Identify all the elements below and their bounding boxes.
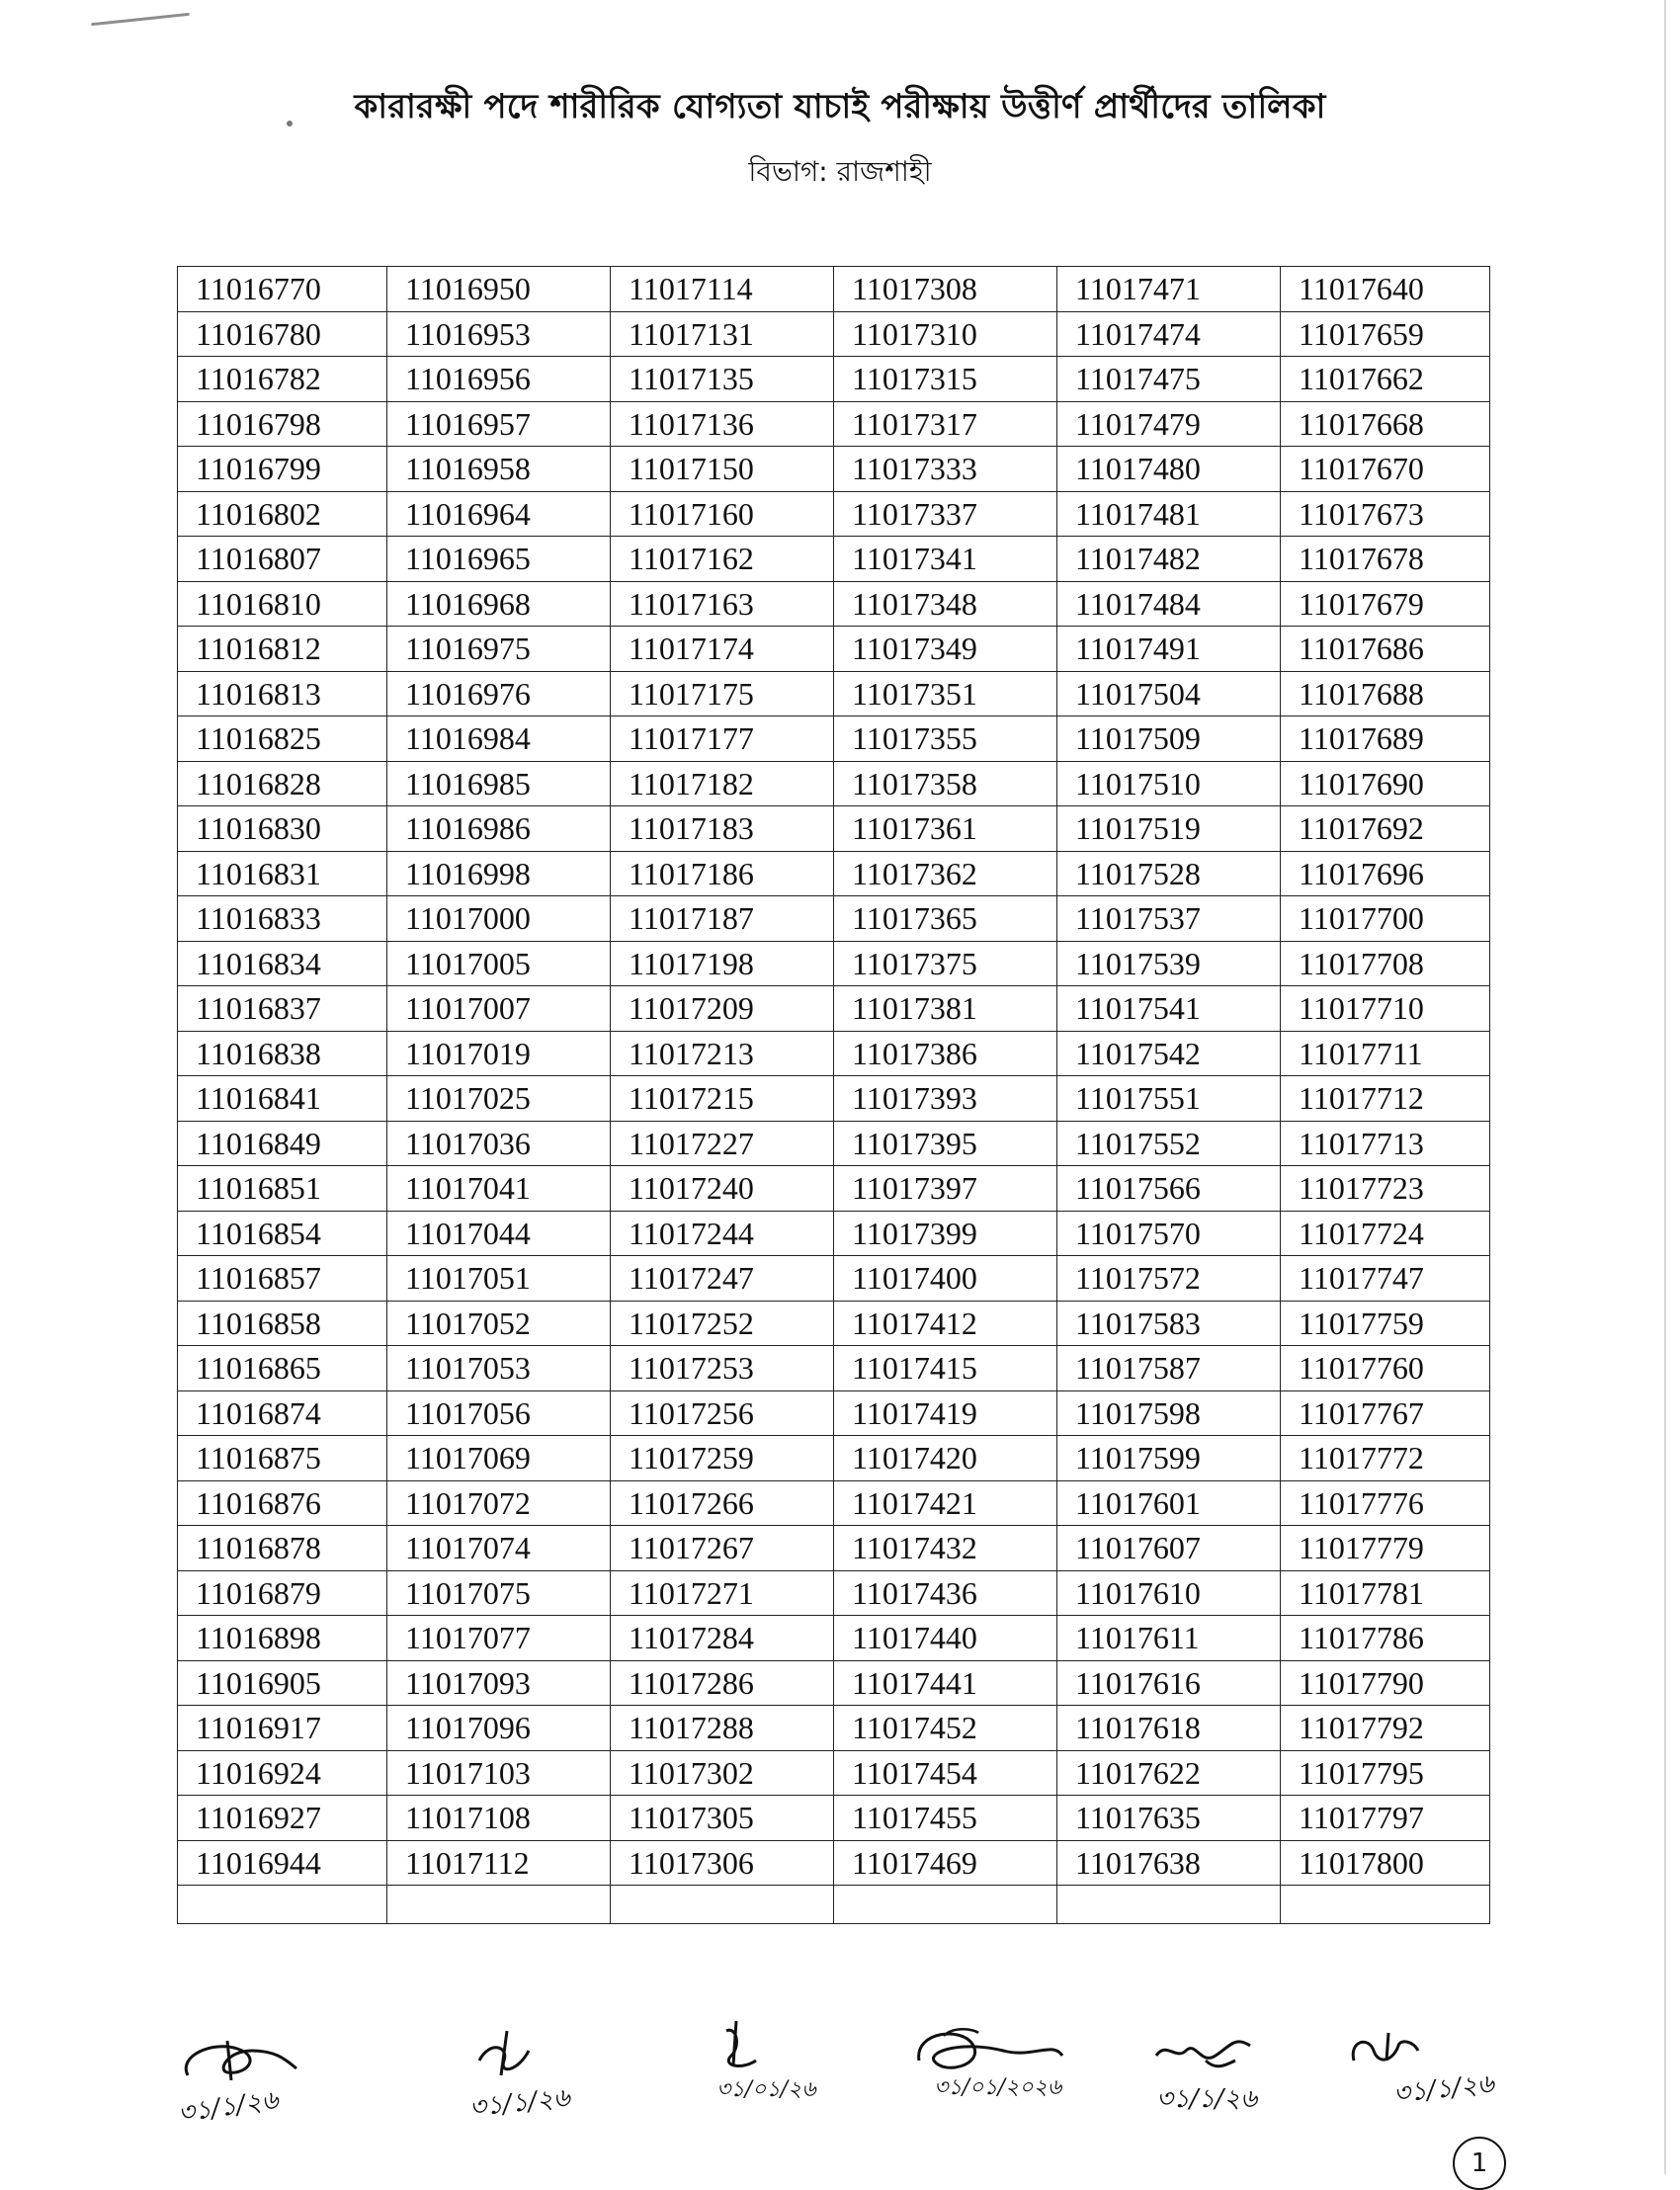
roll-number-cell: 11016798 <box>178 401 387 447</box>
roll-number-cell: 11016875 <box>178 1436 387 1481</box>
roll-number-cell: 11017355 <box>834 716 1057 762</box>
table-row <box>178 537 1490 582</box>
roll-number-cell: 11017103 <box>387 1750 611 1796</box>
roll-number-cell: 11017175 <box>611 671 834 716</box>
roll-number-cell: 11017005 <box>387 941 611 986</box>
roll-number-cell: 11017358 <box>834 761 1057 806</box>
roll-number-cell: 11017724 <box>1281 1211 1490 1256</box>
roll-number-cell: 11017452 <box>834 1706 1057 1751</box>
table-row <box>178 1706 1490 1751</box>
table-row <box>178 1796 1490 1841</box>
roll-number-cell: 11017759 <box>1281 1301 1490 1346</box>
results-table <box>177 266 1490 1924</box>
roll-number-cell: 11017551 <box>1057 1076 1281 1122</box>
roll-number-cell: 11017566 <box>1057 1166 1281 1212</box>
table-row <box>178 1526 1490 1571</box>
roll-number-cell: 11016898 <box>178 1616 387 1661</box>
roll-number-cell: 11016874 <box>178 1390 387 1436</box>
roll-number-cell: 11017186 <box>611 851 834 896</box>
roll-number-cell: 11017397 <box>834 1166 1057 1212</box>
roll-number-cell: 11017607 <box>1057 1526 1281 1571</box>
table-row <box>178 1166 1490 1212</box>
roll-number-cell: 11016810 <box>178 581 387 627</box>
table-row <box>178 716 1490 762</box>
roll-number-cell <box>611 1886 834 1924</box>
table-row <box>178 1480 1490 1526</box>
roll-number-cell: 11017776 <box>1281 1480 1490 1526</box>
roll-number-cell: 11017519 <box>1057 806 1281 852</box>
roll-number-cell: 11017056 <box>387 1390 611 1436</box>
roll-number-cell: 11016965 <box>387 537 611 582</box>
roll-number-cell: 11017792 <box>1281 1706 1490 1751</box>
roll-number-cell: 11017286 <box>611 1660 834 1706</box>
roll-number-cell: 11017349 <box>834 627 1057 672</box>
roll-number-cell: 11017317 <box>834 401 1057 447</box>
table-row <box>178 1256 1490 1302</box>
roll-number-cell: 11017375 <box>834 941 1057 986</box>
roll-number-cell: 11017362 <box>834 851 1057 896</box>
roll-number-cell: 11017305 <box>611 1796 834 1841</box>
signature-4-date: ৩১/০১/২০২৬ <box>934 2075 1062 2100</box>
roll-number-cell: 11017271 <box>611 1570 834 1616</box>
roll-number-cell: 11016968 <box>387 581 611 627</box>
roll-number-cell: 11017679 <box>1281 581 1490 627</box>
roll-number-cell: 11017688 <box>1281 671 1490 716</box>
roll-number-cell: 11017075 <box>387 1570 611 1616</box>
roll-number-cell: 11016985 <box>387 761 611 806</box>
signature-2 <box>450 2021 647 2134</box>
signature-1-date: ৩১/১/২৬ <box>176 2085 281 2129</box>
roll-number-cell: 11017474 <box>1057 311 1281 357</box>
roll-number-cell: 11017541 <box>1057 986 1281 1032</box>
roll-number-cell: 11017051 <box>387 1256 611 1302</box>
roll-number-cell: 11017267 <box>611 1526 834 1571</box>
roll-number-cell: 11016976 <box>387 671 611 716</box>
roll-number-cell: 11016825 <box>178 716 387 762</box>
signature-6-date: ৩১/১/২৬ <box>1391 2068 1496 2110</box>
roll-number-cell: 11016831 <box>178 851 387 896</box>
roll-number-cell: 11017539 <box>1057 941 1281 986</box>
roll-number-cell: 11016802 <box>178 491 387 537</box>
roll-number-cell: 11017053 <box>387 1346 611 1391</box>
roll-number-cell: 11017800 <box>1281 1840 1490 1886</box>
signature-5 <box>1146 2021 1344 2134</box>
table-row <box>178 1886 1490 1924</box>
roll-number-cell: 11017471 <box>1057 267 1281 312</box>
roll-number-cell: 11017708 <box>1281 941 1490 986</box>
roll-number-cell: 11017419 <box>834 1390 1057 1436</box>
roll-number-cell: 11017454 <box>834 1750 1057 1796</box>
roll-number-cell: 11016924 <box>178 1750 387 1796</box>
roll-number-cell: 11016975 <box>387 627 611 672</box>
roll-number-cell: 11017150 <box>611 447 834 492</box>
roll-number-cell: 11017587 <box>1057 1346 1281 1391</box>
roll-number-cell: 11017616 <box>1057 1660 1281 1706</box>
signature-5-date: ৩১/১/২৬ <box>1156 2084 1257 2114</box>
roll-number-cell: 11017412 <box>834 1301 1057 1346</box>
roll-number-cell: 11017790 <box>1281 1660 1490 1706</box>
roll-number-cell: 11017786 <box>1281 1616 1490 1661</box>
roll-number-cell: 11017247 <box>611 1256 834 1302</box>
roll-number-cell: 11017482 <box>1057 537 1281 582</box>
roll-number-cell: 11017760 <box>1281 1346 1490 1391</box>
roll-number-cell: 11017781 <box>1281 1570 1490 1616</box>
roll-number-cell: 11016878 <box>178 1526 387 1571</box>
roll-number-cell: 11017504 <box>1057 671 1281 716</box>
table-row <box>178 1616 1490 1661</box>
table-row <box>178 581 1490 627</box>
roll-number-cell: 11017440 <box>834 1616 1057 1661</box>
roll-number-cell: 11017400 <box>834 1256 1057 1302</box>
roll-number-cell: 11017007 <box>387 986 611 1032</box>
roll-number-cell: 11017393 <box>834 1076 1057 1122</box>
roll-number-cell: 11017288 <box>611 1706 834 1751</box>
signature-3 <box>712 2021 909 2134</box>
roll-number-cell: 11016780 <box>178 311 387 357</box>
roll-number-cell: 11017700 <box>1281 896 1490 942</box>
signature-6 <box>1339 2021 1537 2134</box>
roll-number-cell: 11017686 <box>1281 627 1490 672</box>
roll-number-cell: 11017552 <box>1057 1121 1281 1166</box>
roll-number-cell: 11016953 <box>387 311 611 357</box>
roll-number-cell: 11017611 <box>1057 1616 1281 1661</box>
roll-number-cell: 11016944 <box>178 1840 387 1886</box>
roll-number-cell: 11016812 <box>178 627 387 672</box>
roll-number-cell: 11017690 <box>1281 761 1490 806</box>
roll-number-cell: 11017779 <box>1281 1526 1490 1571</box>
roll-number-cell: 11017415 <box>834 1346 1057 1391</box>
roll-number-cell: 11016957 <box>387 401 611 447</box>
roll-number-cell: 11017072 <box>387 1480 611 1526</box>
roll-number-cell: 11016858 <box>178 1301 387 1346</box>
roll-number-cell: 11017227 <box>611 1121 834 1166</box>
table-row <box>178 491 1490 537</box>
table-row <box>178 267 1490 312</box>
roll-number-cell: 11017252 <box>611 1301 834 1346</box>
roll-number-cell: 11017052 <box>387 1301 611 1346</box>
roll-number-cell: 11017381 <box>834 986 1057 1032</box>
table-row <box>178 1076 1490 1122</box>
roll-number-cell: 11016854 <box>178 1211 387 1256</box>
roll-number-cell: 11017000 <box>387 896 611 942</box>
roll-number-cell: 11017182 <box>611 761 834 806</box>
roll-number-cell: 11016828 <box>178 761 387 806</box>
roll-number-cell: 11017481 <box>1057 491 1281 537</box>
roll-number-cell: 11017244 <box>611 1211 834 1256</box>
roll-number-cell: 11016838 <box>178 1031 387 1076</box>
division-label: বিভাগ: রাজশাহী <box>748 155 932 188</box>
roll-number-cell <box>1281 1886 1490 1924</box>
roll-number-cell: 11017333 <box>834 447 1057 492</box>
roll-number-cell: 11017163 <box>611 581 834 627</box>
roll-number-cell: 11016956 <box>387 357 611 402</box>
table-row <box>178 401 1490 447</box>
roll-number-cell: 11017253 <box>611 1346 834 1391</box>
roll-number-cell: 11017622 <box>1057 1750 1281 1796</box>
roll-number-cell: 11017475 <box>1057 357 1281 402</box>
scan-edge <box>1664 0 1666 2174</box>
roll-number-cell: 11017537 <box>1057 896 1281 942</box>
roll-number-cell: 11016837 <box>178 986 387 1032</box>
roll-number-cell: 11016879 <box>178 1570 387 1616</box>
table-row <box>178 627 1490 672</box>
roll-number-cell: 11017618 <box>1057 1706 1281 1751</box>
roll-number-cell: 11016807 <box>178 537 387 582</box>
roll-number-cell: 11017315 <box>834 357 1057 402</box>
table-row <box>178 447 1490 492</box>
roll-number-cell: 11017036 <box>387 1121 611 1166</box>
roll-number-cell: 11017348 <box>834 581 1057 627</box>
roll-number-cell: 11017421 <box>834 1480 1057 1526</box>
roll-number-cell: 11017187 <box>611 896 834 942</box>
table-row <box>178 1436 1490 1481</box>
roll-number-cell: 11016905 <box>178 1660 387 1706</box>
results-table-body <box>178 267 1490 1924</box>
roll-number-cell: 11016799 <box>178 447 387 492</box>
roll-number-cell: 11017480 <box>1057 447 1281 492</box>
roll-number-cell: 11017712 <box>1281 1076 1490 1122</box>
table-row <box>178 896 1490 942</box>
roll-number-cell: 11017659 <box>1281 311 1490 357</box>
roll-number-cell: 11016849 <box>178 1121 387 1166</box>
roll-number-cell: 11016998 <box>387 851 611 896</box>
roll-number-cell: 11017019 <box>387 1031 611 1076</box>
table-row <box>178 1390 1490 1436</box>
table-row <box>178 1346 1490 1391</box>
roll-number-cell: 11017583 <box>1057 1301 1281 1346</box>
roll-number-cell: 11017183 <box>611 806 834 852</box>
roll-number-cell: 11016857 <box>178 1256 387 1302</box>
roll-number-cell: 11017215 <box>611 1076 834 1122</box>
roll-number-cell: 11017696 <box>1281 851 1490 896</box>
roll-number-cell: 11017572 <box>1057 1256 1281 1302</box>
roll-number-cell: 11017361 <box>834 806 1057 852</box>
roll-number-cell: 11017266 <box>611 1480 834 1526</box>
roll-number-cell: 11016851 <box>178 1166 387 1212</box>
roll-number-cell: 11016984 <box>387 716 611 762</box>
signature-2-date: ৩১/১/২৬ <box>467 2082 572 2124</box>
roll-number-cell: 11016770 <box>178 267 387 312</box>
roll-number-cell: 11017077 <box>387 1616 611 1661</box>
roll-number-cell: 11017432 <box>834 1526 1057 1571</box>
roll-number-cell: 11017484 <box>1057 581 1281 627</box>
roll-number-cell: 11017469 <box>834 1840 1057 1886</box>
roll-number-cell: 11017093 <box>387 1660 611 1706</box>
roll-number-cell: 11017395 <box>834 1121 1057 1166</box>
roll-number-cell: 11017689 <box>1281 716 1490 762</box>
roll-number-cell <box>387 1886 611 1924</box>
table-row <box>178 1211 1490 1256</box>
roll-number-cell: 11017131 <box>611 311 834 357</box>
roll-number-cell: 11017108 <box>387 1796 611 1841</box>
roll-number-cell <box>1057 1886 1281 1924</box>
roll-number-cell: 11017747 <box>1281 1256 1490 1302</box>
roll-number-cell: 11017772 <box>1281 1436 1490 1481</box>
table-row <box>178 671 1490 716</box>
table-row <box>178 1750 1490 1796</box>
roll-number-cell: 11017074 <box>387 1526 611 1571</box>
roll-number-cell: 11017668 <box>1281 401 1490 447</box>
roll-number-cell: 11017673 <box>1281 491 1490 537</box>
roll-number-cell: 11017069 <box>387 1436 611 1481</box>
roll-number-cell: 11017797 <box>1281 1796 1490 1841</box>
roll-number-cell: 11017678 <box>1281 537 1490 582</box>
roll-number-cell: 11017399 <box>834 1211 1057 1256</box>
roll-number-cell <box>834 1886 1057 1924</box>
roll-number-cell: 11017136 <box>611 401 834 447</box>
table-row <box>178 806 1490 852</box>
table-row <box>178 1121 1490 1166</box>
roll-number-cell: 11017692 <box>1281 806 1490 852</box>
roll-number-cell: 11017198 <box>611 941 834 986</box>
signature-3-date: ৩১/০১/২৬ <box>716 2077 816 2102</box>
roll-number-cell: 11016927 <box>178 1796 387 1841</box>
roll-number-cell: 11017455 <box>834 1796 1057 1841</box>
roll-number-cell: 11016830 <box>178 806 387 852</box>
table-row <box>178 1031 1490 1076</box>
roll-number-cell: 11016958 <box>387 447 611 492</box>
table-row <box>178 1570 1490 1616</box>
roll-number-cell: 11017542 <box>1057 1031 1281 1076</box>
signature-4 <box>904 2021 1122 2134</box>
roll-number-cell: 11017135 <box>611 357 834 402</box>
roll-number-cell: 11017509 <box>1057 716 1281 762</box>
roll-number-cell: 11017510 <box>1057 761 1281 806</box>
roll-number-cell: 11017337 <box>834 491 1057 537</box>
roll-number-cell: 11017259 <box>611 1436 834 1481</box>
page-title: কারারক্ষী পদে শারীরিক যোগ্যতা যাচাই পরীক্ষায় উত্তীর্ণ প্রার্থীদের তালিকা <box>354 87 1326 126</box>
roll-number-cell: 11017351 <box>834 671 1057 716</box>
roll-number-cell: 11017598 <box>1057 1390 1281 1436</box>
roll-number-cell: 11017341 <box>834 537 1057 582</box>
roll-number-cell: 11017441 <box>834 1660 1057 1706</box>
roll-number-cell: 11017436 <box>834 1570 1057 1616</box>
roll-number-cell: 11017308 <box>834 267 1057 312</box>
roll-number-cell: 11017096 <box>387 1706 611 1751</box>
roll-number-cell: 11016917 <box>178 1706 387 1751</box>
roll-number-cell: 11017767 <box>1281 1390 1490 1436</box>
roll-number-cell: 11017306 <box>611 1840 834 1886</box>
roll-number-cell: 11017177 <box>611 716 834 762</box>
roll-number-cell: 11017601 <box>1057 1480 1281 1526</box>
roll-number-cell: 11017256 <box>611 1390 834 1436</box>
roll-number-cell: 11017610 <box>1057 1570 1281 1616</box>
roll-number-cell: 11017570 <box>1057 1211 1281 1256</box>
roll-number-cell: 11017213 <box>611 1031 834 1076</box>
table-row <box>178 1660 1490 1706</box>
roll-number-cell: 11017723 <box>1281 1166 1490 1212</box>
roll-number-cell: 11016834 <box>178 941 387 986</box>
roll-number-cell: 11016833 <box>178 896 387 942</box>
roll-number-cell: 11017711 <box>1281 1031 1490 1076</box>
roll-number-cell: 11017044 <box>387 1211 611 1256</box>
roll-number-cell: 11017112 <box>387 1840 611 1886</box>
roll-number-cell: 11016782 <box>178 357 387 402</box>
table-row <box>178 1840 1490 1886</box>
roll-number-cell: 11017025 <box>387 1076 611 1122</box>
roll-number-cell <box>178 1886 387 1924</box>
roll-number-cell: 11017284 <box>611 1616 834 1661</box>
roll-number-cell: 11017240 <box>611 1166 834 1212</box>
table-row <box>178 761 1490 806</box>
roll-number-cell: 11017114 <box>611 267 834 312</box>
roll-number-cell: 11016865 <box>178 1346 387 1391</box>
roll-number-cell: 11017662 <box>1281 357 1490 402</box>
page-number: 1 <box>1453 2137 1506 2190</box>
roll-number-cell: 11017640 <box>1281 267 1490 312</box>
roll-number-cell: 11016950 <box>387 267 611 312</box>
table-row <box>178 986 1490 1032</box>
roll-number-cell: 11017638 <box>1057 1840 1281 1886</box>
roll-number-cell: 11017162 <box>611 537 834 582</box>
table-row <box>178 357 1490 402</box>
signature-1 <box>168 2021 366 2134</box>
roll-number-cell: 11017795 <box>1281 1750 1490 1796</box>
roll-number-cell: 11017713 <box>1281 1121 1490 1166</box>
table-row <box>178 851 1490 896</box>
roll-number-cell: 11017491 <box>1057 627 1281 672</box>
table-row <box>178 1301 1490 1346</box>
roll-number-cell: 11017420 <box>834 1436 1057 1481</box>
scan-pen-mark <box>91 13 190 26</box>
roll-number-cell: 11017041 <box>387 1166 611 1212</box>
roll-number-cell: 11017635 <box>1057 1796 1281 1841</box>
roll-number-cell: 11017160 <box>611 491 834 537</box>
roll-number-cell: 11017310 <box>834 311 1057 357</box>
roll-number-cell: 11016813 <box>178 671 387 716</box>
roll-number-cell: 11017599 <box>1057 1436 1281 1481</box>
roll-number-cell: 11017710 <box>1281 986 1490 1032</box>
roll-number-cell: 11016964 <box>387 491 611 537</box>
roll-number-cell: 11017670 <box>1281 447 1490 492</box>
roll-number-cell: 11017386 <box>834 1031 1057 1076</box>
roll-number-cell: 11017174 <box>611 627 834 672</box>
roll-number-cell: 11017302 <box>611 1750 834 1796</box>
roll-number-cell: 11017365 <box>834 896 1057 942</box>
roll-number-cell: 11017209 <box>611 986 834 1032</box>
table-row <box>178 311 1490 357</box>
roll-number-cell: 11016841 <box>178 1076 387 1122</box>
roll-number-cell: 11016986 <box>387 806 611 852</box>
roll-number-cell: 11017479 <box>1057 401 1281 447</box>
roll-number-cell: 11017528 <box>1057 851 1281 896</box>
table-row <box>178 941 1490 986</box>
roll-number-cell: 11016876 <box>178 1480 387 1526</box>
